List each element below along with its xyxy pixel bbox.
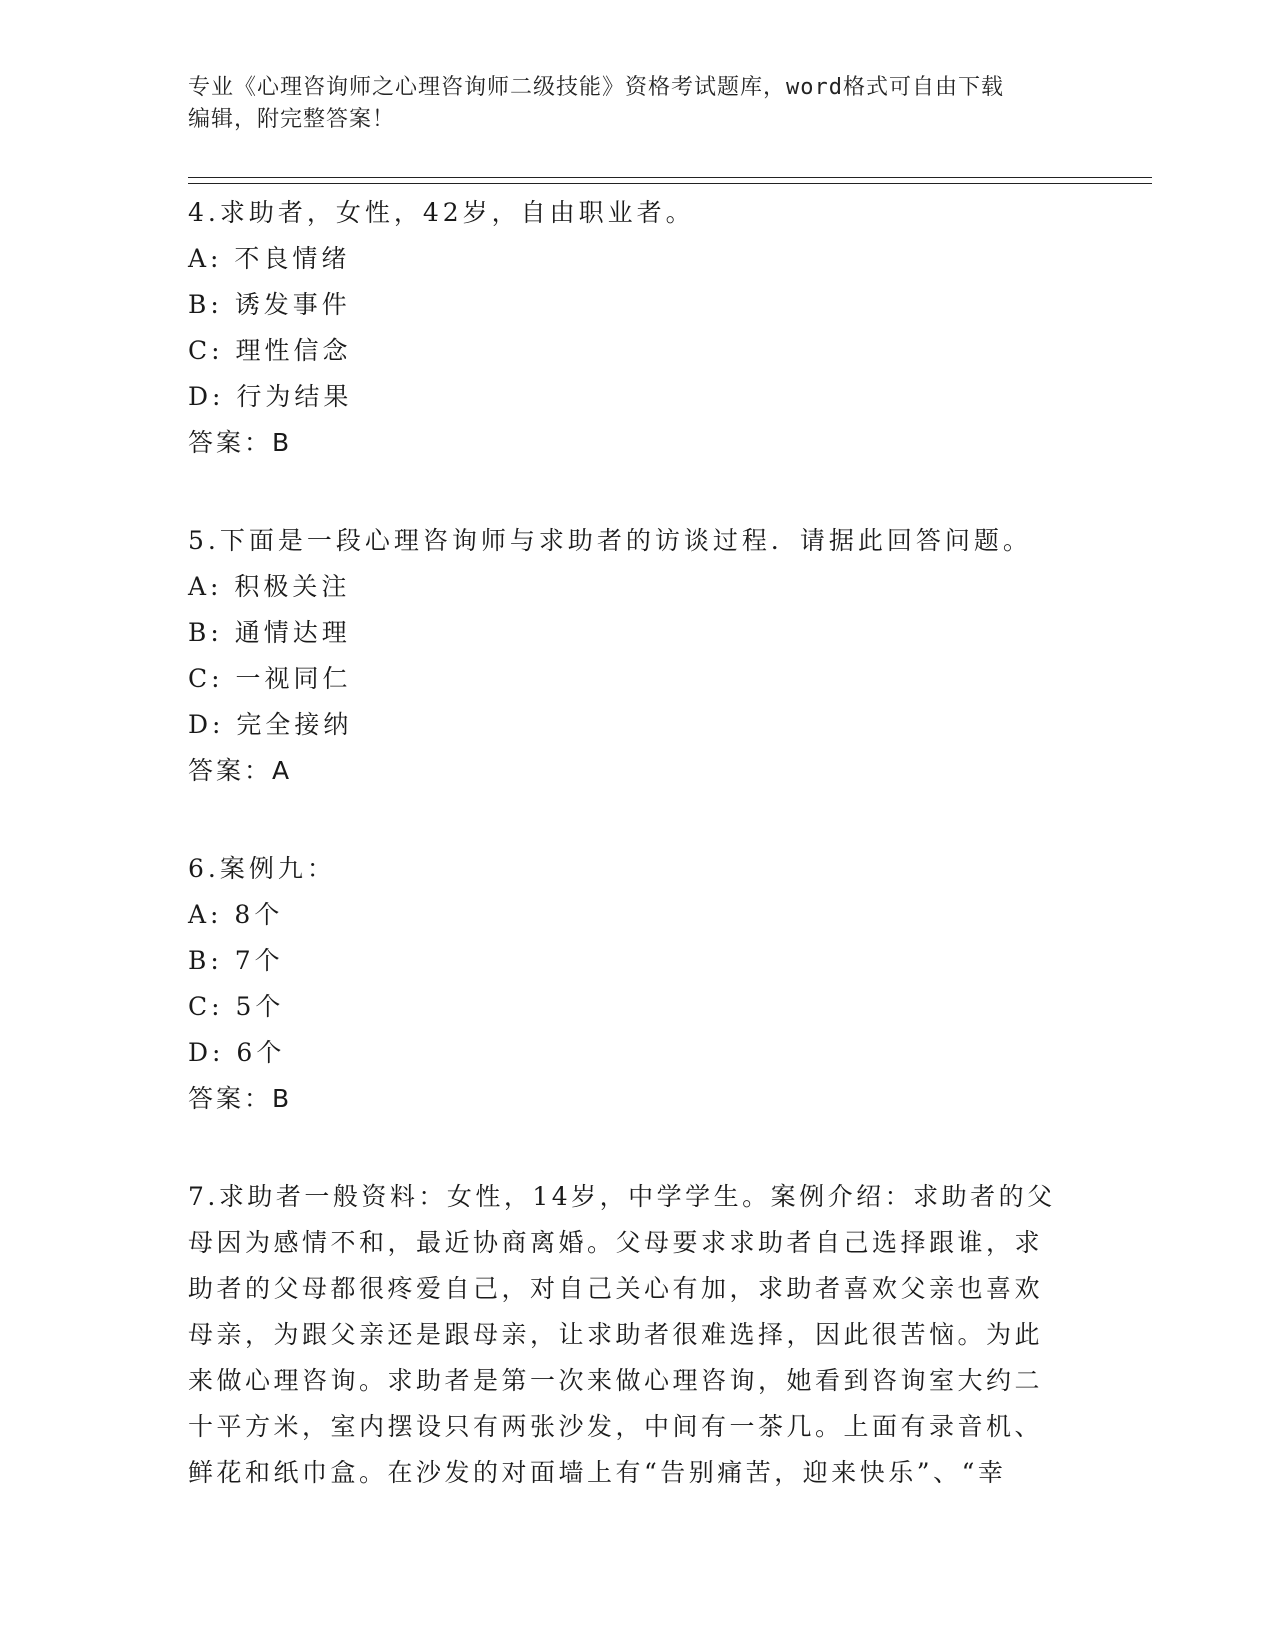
option-a: A: 积极关注 xyxy=(188,572,351,601)
question-list xyxy=(188,190,1068,1496)
question-7-line: 母因为感情不和，最近协商离婚。父母要求求助者自己选择跟谁，求 xyxy=(188,1228,1044,1257)
question-6 xyxy=(188,846,1068,1122)
option-a: A: 8个 xyxy=(188,900,284,929)
option-c: C: 5个 xyxy=(188,992,285,1021)
option-b: B: 诱发事件 xyxy=(188,290,351,319)
option-d: D: 完全接纳 xyxy=(188,710,353,739)
option-b: B: 7个 xyxy=(188,946,284,975)
header-line-2: 编辑，附完整答案！ xyxy=(188,107,396,132)
answer-line: 答案：A xyxy=(188,756,293,785)
option-b: B: 通情达理 xyxy=(188,618,351,647)
option-d: D: 行为结果 xyxy=(188,382,353,411)
option-a: A: 不良情绪 xyxy=(188,244,351,273)
answer-line: 答案：B xyxy=(188,1084,293,1113)
question-7-line: 来做心理咨询。求助者是第一次来做心理咨询，她看到咨询室大约二 xyxy=(188,1366,1044,1395)
question-7-line: 鲜花和纸巾盒。在沙发的对面墙上有“告别痛苦，迎来快乐”、“幸 xyxy=(188,1458,1007,1487)
question-4 xyxy=(188,190,1068,466)
document-header xyxy=(188,72,1068,136)
header-divider-bottom xyxy=(188,183,1152,184)
header-divider-top xyxy=(188,177,1152,178)
option-c: C: 一视同仁 xyxy=(188,664,352,693)
spacer xyxy=(188,1122,1068,1174)
option-c: C: 理性信念 xyxy=(188,336,352,365)
question-7-line: 7.求助者一般资料：女性，14岁，中学学生。案例介绍：求助者的父 xyxy=(188,1182,1056,1211)
answer-line: 答案：B xyxy=(188,428,293,457)
question-7 xyxy=(188,1174,1068,1496)
question-title: 6.案例九： xyxy=(188,854,336,883)
question-5 xyxy=(188,518,1068,794)
question-title: 5.下面是一段心理咨询师与求助者的访谈过程．请据此回答问题。 xyxy=(188,526,1032,555)
option-d: D: 6个 xyxy=(188,1038,286,1067)
question-7-line: 助者的父母都很疼爱自己，对自己关心有加，求助者喜欢父亲也喜欢 xyxy=(188,1274,1044,1303)
header-line-1: 专业《心理咨询师之心理咨询师二级技能》资格考试题库，word格式可自由下载 xyxy=(188,75,1004,100)
spacer xyxy=(188,794,1068,846)
question-7-line: 母亲，为跟父亲还是跟母亲，让求助者很难选择，因此很苦恼。为此 xyxy=(188,1320,1044,1349)
question-title: 4.求助者，女性，42岁，自由职业者。 xyxy=(188,198,695,227)
spacer xyxy=(188,466,1068,518)
question-7-line: 十平方米，室内摆设只有两张沙发，中间有一茶几。上面有录音机、 xyxy=(188,1412,1044,1441)
